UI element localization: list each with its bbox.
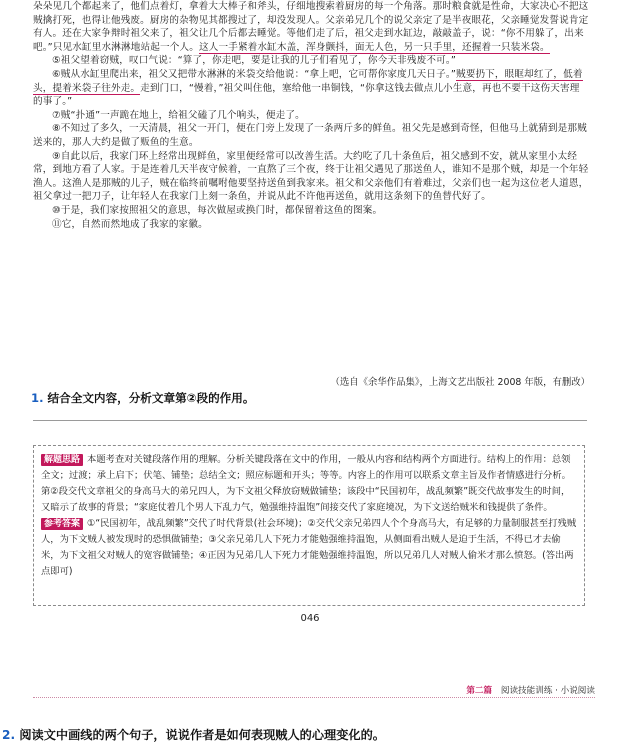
story-paragraph: ⑥贼从水缸里爬出来，祖父又把带水淋淋的米袋交给他说：“拿上吧，它可帮你家度几天日子。”贼要扔下，眼眶却红了，低着头，提着米袋子往外走。走到门口，“慢着，”祖父叫住他，塞给他一串铜钱，“你拿这钱去做点儿小生意，再也不要干这伤天害理的事了。” xyxy=(33,68,583,108)
underlined-sentence-1: 这人一手紧着水缸木盖，浑身颤抖，面无人色，另一只手里，还握着一只装米袋。 xyxy=(198,41,550,53)
story-paragraph: ⑦贼“扑通”一声跪在地上，给祖父磕了几个响头，便走了。 xyxy=(52,109,305,121)
analysis-paragraph: 解题思路 本题考查对关键段落作用的理解。分析关键段落在文中的作用，一般从内容和结构两个方面进行。结构上的作用：总领全文；过渡；承上启下；伏笔、铺垫；总结全文；照应标题和开头；等等。内容上的作用可以联系文章主旨及作者情感进行分析。第②段交代文章祖父的身高马大的弟兄四人，为下文祖父释放窃贼做铺垫；该段中“民国初年，战乱频繁”既交代故事发生的时间，又暗示了故事的背景；“家庭仗着几个男人下乱力气，勉强维持温饱”间接交代了家庭境况，为下文送给贼米和钱提供了条件。 xyxy=(41,454,571,513)
story-paragraph: ⑨自此以后，我家门环上经常出现鲜鱼，家里便经常可以改善生活。大约吃了几十条鱼后，祖父感到不安，就从家里小太经常，到地方看了人家。于是连着几天半夜守候着，一直熬了三个夜，终于让祖父遇见了那送鱼人，谁知不是那个贼，却是一个年轻渔人。这渔人是那贼的儿子，贼在临终前嘱咐他要坚持送鱼到我家来。祖父和父亲他们有着难过，父亲们也一起为这位老人道恩，祖父拿过一把刀子，让年轻人在我家门上刻一条鱼，并说从此不许他再送鱼，就用这条刻下的鱼替代好了。 xyxy=(33,150,589,203)
story-text xyxy=(33,0,589,231)
question-2 xyxy=(2,726,385,743)
answer-line[interactable] xyxy=(33,420,587,421)
section-header xyxy=(466,684,595,696)
story-paragraph: ⑩于是，我们家按照祖父的意思，每次做屋或换门时，都保留着这鱼的图案。 xyxy=(52,204,383,216)
section-title: 阅读技能训练 · 小说阅读 xyxy=(500,686,595,696)
answer-tag: 参考答案 xyxy=(41,518,83,530)
story-paragraph: ⑤祖父望着窃贼，叹口气说：“算了，你走吧，要是让我的儿子们看见了，你今天非残废不可。” xyxy=(52,55,456,67)
analysis-tag: 解题思路 xyxy=(41,454,83,466)
question-1-number: 1. xyxy=(31,391,44,405)
section-name: 第二篇 xyxy=(466,686,493,696)
question-2-text: 阅读文中画线的两个句子，说说作者是如何表现贼人的心理变化的。 xyxy=(19,728,385,742)
question-1-text: 结合全文内容，分析文章第②段的作用。 xyxy=(47,391,255,405)
analysis-box xyxy=(33,445,585,606)
story-paragraph: 朵朵见几个都起来了，他们点着灯，拿着大大棒子和斧头，仔细地搜索着厨房的每一个角落。那时粮食就是性命，大家决心不把这贼擒打死，也得让他残废。厨房的杂物见其都搜过了，却没发现人。父亲弟兄几个的说父亲定了是半夜眼花，父亲睡觉发誓说肯定有人。还在大家争辩时祖父来了，祖父让几个后都去睡觉。等他们走了后，祖父走到水缸边，敲敲盖子，说：“你不用躲了，出来吧。”只见水缸里水淋淋地站起一个人。这人一手紧着水缸木盖，浑身颤抖，面无人色，另一只手里，还握着一只装米袋。 xyxy=(33,1,589,53)
question-1 xyxy=(31,390,254,406)
source-citation: （选自《余华作品集》，上海文艺出版社 2008 年版，有删改） xyxy=(330,377,590,388)
section-divider xyxy=(33,697,595,698)
story-paragraph: ⑧不知过了多久，一天清晨，祖父一开门，便在门旁上发现了一条两斤多的鲜鱼。祖父先是感到奇怪，但他马上就猜到是那贼送来的，那人大约是做了贩鱼的生意。 xyxy=(33,123,587,148)
story-paragraph: ⑪它，自然而然地成了我家的家徽。 xyxy=(52,218,208,230)
answer-paragraph: 参考答案 ①“民国初年，战乱频繁”交代了时代背景(社会环境)；②交代父亲兄弟四人个个身高马大，有足够的力量制服甚至打残贼人，为下文贼人被发现时的恐惧做铺垫；③父亲兄弟几人下死力才能勉强维持温饱，从侧面看出贼人是迫于生活，不得已才去偷米，为下文祖父对贼人的宽容做铺垫；④正因为兄弟几人下死力才能勉强维持温饱，所以兄弟几人对贼人偷米才那么愤怒。(答出两点即可) xyxy=(41,518,577,577)
page-number: 046 xyxy=(300,613,320,624)
question-2-number: 2. xyxy=(2,728,16,742)
underlined-sentence-2: 贼要扔下，眼眶却红了，低着头，提着米袋子往外走。 xyxy=(33,68,583,94)
